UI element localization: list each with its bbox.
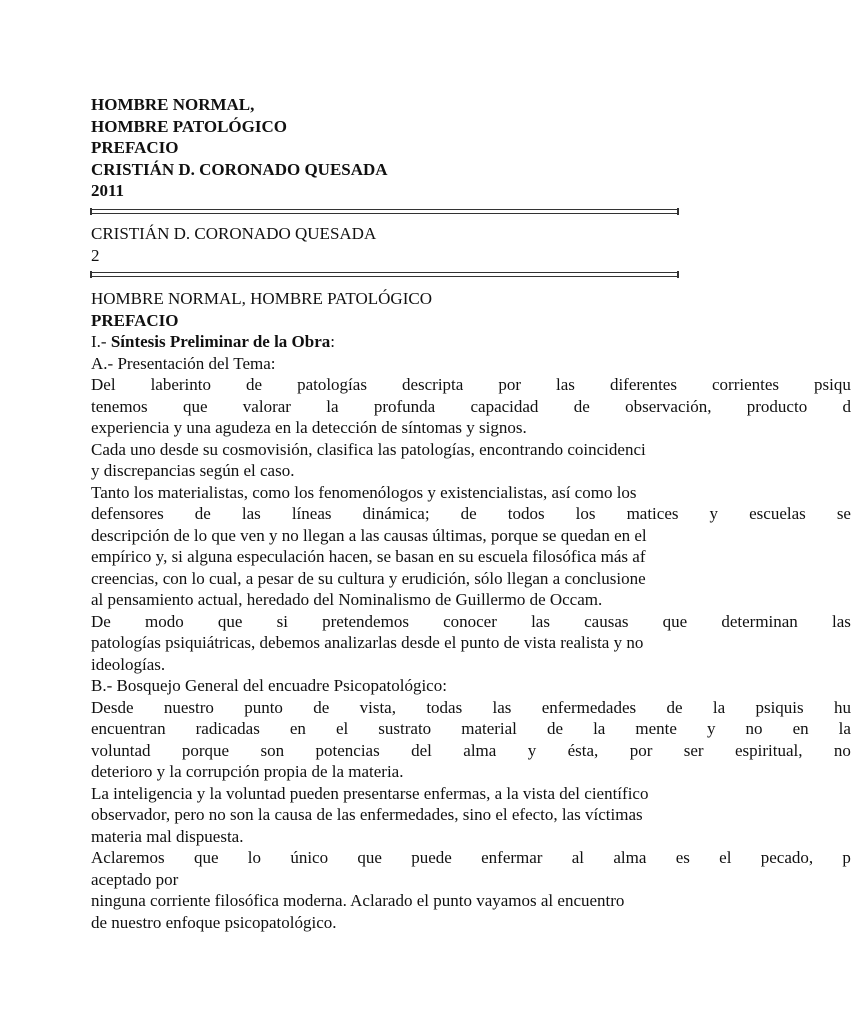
word: el bbox=[335, 719, 349, 738]
paragraph-3 bbox=[91, 482, 851, 611]
word: Aclaremos bbox=[91, 848, 165, 867]
paragraph-5 bbox=[91, 697, 851, 783]
title-line: PREFACIO bbox=[91, 138, 179, 157]
word: diferentes bbox=[609, 375, 677, 394]
word: que bbox=[182, 396, 208, 416]
text-line: empírico y, si alguna especulación hacen, se basan en su escuela filosófica más af bbox=[91, 547, 646, 566]
word: causas bbox=[584, 611, 629, 631]
text-line: descripción de lo que ven y no llegan a las causas últimas, porque se quedan en el bbox=[91, 525, 647, 545]
word: las bbox=[556, 375, 575, 394]
word: del bbox=[411, 740, 432, 760]
word: dinámica; bbox=[362, 504, 430, 523]
word: que bbox=[662, 611, 688, 631]
word: Desde bbox=[91, 697, 134, 717]
word: de bbox=[313, 697, 330, 717]
word: que bbox=[193, 848, 219, 867]
running-header bbox=[91, 223, 691, 266]
text-line: al pensamiento actual, heredado del Nominalismo de Guillermo de Occam. bbox=[91, 590, 603, 609]
text-line: y discrepancias según el caso. bbox=[91, 461, 295, 480]
title-line: 2011 bbox=[91, 181, 125, 200]
word: vista, bbox=[359, 697, 396, 717]
paragraph-2 bbox=[91, 439, 851, 482]
word: De bbox=[91, 611, 111, 631]
title-line: CRISTIÁN D. CORONADO QUESADA bbox=[91, 159, 388, 179]
word: las bbox=[492, 697, 512, 717]
word: espiritual, bbox=[734, 740, 803, 760]
word: si bbox=[276, 611, 288, 631]
document-body bbox=[91, 288, 851, 933]
word: laberinto bbox=[150, 375, 211, 394]
section-heading bbox=[91, 331, 851, 353]
title-line: HOMBRE PATOLÓGICO bbox=[91, 116, 287, 136]
justified-line bbox=[91, 740, 851, 762]
word: y bbox=[527, 740, 537, 760]
justified-line bbox=[91, 847, 851, 869]
text-line: Cada uno desde su cosmovisión, clasifica las patologías, encontrando coincidenci bbox=[91, 439, 646, 459]
word: corrientes bbox=[711, 375, 780, 394]
page-separator bbox=[90, 272, 679, 277]
page-number: 2 bbox=[91, 245, 100, 265]
word: encuentran bbox=[91, 719, 166, 738]
word: todos bbox=[507, 504, 545, 523]
word: tenemos bbox=[91, 396, 148, 416]
word: p bbox=[842, 848, 851, 867]
text-line: experiencia y una agudeza en la detección de síntomas y signos. bbox=[91, 418, 527, 437]
word: de bbox=[546, 719, 564, 738]
word: ésta, bbox=[567, 740, 599, 760]
word: en bbox=[792, 719, 809, 738]
word: la bbox=[712, 697, 726, 717]
word: nuestro bbox=[163, 697, 214, 717]
word: los bbox=[575, 504, 596, 523]
word: lo bbox=[247, 848, 262, 867]
word: líneas bbox=[291, 504, 332, 523]
text-line: ideologías. bbox=[91, 654, 166, 674]
word: son bbox=[260, 740, 285, 760]
word: se bbox=[836, 504, 851, 523]
justified-line bbox=[91, 611, 851, 633]
text-line: ninguna corriente filosófica moderna. Aclarado el punto vayamos al encuentro bbox=[91, 891, 625, 910]
word: al bbox=[571, 848, 585, 867]
justified-line bbox=[91, 396, 851, 418]
text-line: aceptado por bbox=[91, 869, 179, 889]
word: mente bbox=[635, 719, 677, 738]
word: de bbox=[246, 375, 263, 394]
word: sustrato bbox=[378, 719, 432, 738]
word: pecado, bbox=[760, 848, 814, 867]
word: es bbox=[675, 848, 690, 867]
word: único bbox=[290, 848, 329, 867]
word: puede bbox=[411, 848, 452, 867]
word: la bbox=[593, 719, 606, 738]
word: valorar bbox=[242, 396, 291, 416]
paragraph-6 bbox=[91, 783, 851, 848]
word: matices bbox=[626, 504, 679, 523]
word: no bbox=[833, 740, 851, 760]
body-heading-prefacio: PREFACIO bbox=[91, 310, 179, 330]
word: escuelas bbox=[749, 504, 806, 523]
word: de bbox=[573, 396, 590, 416]
word: capacidad bbox=[470, 396, 539, 416]
word: observación, bbox=[625, 396, 712, 416]
word: la bbox=[838, 719, 851, 738]
word: de bbox=[460, 504, 477, 523]
word: producto bbox=[746, 396, 808, 416]
justified-line bbox=[91, 697, 851, 719]
text-line: Tanto los materialistas, como los fenomenólogos y existencialistas, así como los bbox=[91, 482, 637, 502]
text-line: materia mal dispuesta. bbox=[91, 826, 244, 846]
word: y bbox=[706, 719, 716, 738]
title-line: HOMBRE NORMAL, bbox=[91, 95, 255, 114]
word: que bbox=[217, 611, 243, 631]
word: por bbox=[629, 740, 653, 760]
word: por bbox=[498, 375, 522, 394]
word: psiquis bbox=[755, 697, 804, 717]
page-separator bbox=[90, 209, 679, 214]
body-heading-title: HOMBRE NORMAL, HOMBRE PATOLÓGICO bbox=[91, 289, 432, 308]
running-header-author: CRISTIÁN D. CORONADO QUESADA bbox=[91, 224, 377, 243]
text-line: La inteligencia y la voluntad pueden presentarse enfermas, a la vista del científico bbox=[91, 783, 649, 803]
word: punto bbox=[244, 697, 283, 717]
word: descripta bbox=[401, 375, 464, 394]
word: radicadas bbox=[195, 719, 260, 738]
word: hu bbox=[833, 697, 851, 717]
word: alma bbox=[613, 848, 647, 867]
word: en bbox=[289, 719, 306, 738]
section-colon: : bbox=[330, 332, 335, 351]
word: todas bbox=[426, 697, 463, 717]
word: ser bbox=[683, 740, 704, 760]
justified-line bbox=[91, 374, 851, 396]
word: d bbox=[842, 396, 851, 416]
word: la bbox=[326, 396, 339, 416]
text-line: observador, pero no son la causa de las enfermedades, sino el efecto, las víctimas bbox=[91, 805, 643, 824]
text-line: de nuestro enfoque psicopatológico. bbox=[91, 912, 337, 932]
word: enfermar bbox=[481, 848, 543, 867]
paragraph-4 bbox=[91, 611, 851, 676]
word: voluntad bbox=[91, 740, 151, 760]
word: de bbox=[194, 504, 211, 523]
word: de bbox=[666, 697, 683, 717]
word: y bbox=[709, 504, 719, 523]
word: enfermedades bbox=[541, 697, 637, 717]
word: alma bbox=[463, 740, 497, 760]
word: conocer bbox=[443, 611, 497, 631]
word: porque bbox=[181, 740, 230, 760]
word: patologías bbox=[297, 375, 367, 394]
paragraph-1 bbox=[91, 374, 851, 439]
word: Del bbox=[91, 375, 116, 394]
word: profunda bbox=[373, 396, 436, 416]
word: defensores bbox=[91, 504, 164, 523]
word: determinan bbox=[721, 611, 798, 631]
word: material bbox=[461, 719, 517, 738]
word: pretendemos bbox=[322, 611, 409, 631]
section-prefix: I.- bbox=[91, 332, 111, 351]
justified-line bbox=[91, 718, 851, 740]
subsection-a-heading: A.- Presentación del Tema: bbox=[91, 353, 276, 373]
word: las bbox=[241, 504, 261, 523]
title-block bbox=[91, 94, 691, 202]
word: las bbox=[831, 611, 851, 631]
word: no bbox=[745, 719, 763, 738]
text-line: patologías psiquiátricas, debemos analizarlas desde el punto de vista realista y no bbox=[91, 633, 644, 652]
word: las bbox=[531, 611, 550, 631]
text-line: creencias, con lo cual, a pesar de su cultura y erudición, sólo llegan a conclusione bbox=[91, 568, 646, 588]
subsection-b-heading: B.- Bosquejo General del encuadre Psicopatológico: bbox=[91, 676, 447, 695]
word: el bbox=[719, 848, 732, 867]
paragraph-7 bbox=[91, 847, 851, 933]
section-title: Síntesis Preliminar de la Obra bbox=[110, 332, 331, 351]
word: psiqu bbox=[814, 375, 851, 394]
word: potencias bbox=[315, 740, 380, 760]
justified-line bbox=[91, 503, 851, 525]
word: modo bbox=[144, 611, 184, 631]
word: que bbox=[357, 848, 382, 867]
text-line: deterioro y la corrupción propia de la materia. bbox=[91, 762, 404, 781]
